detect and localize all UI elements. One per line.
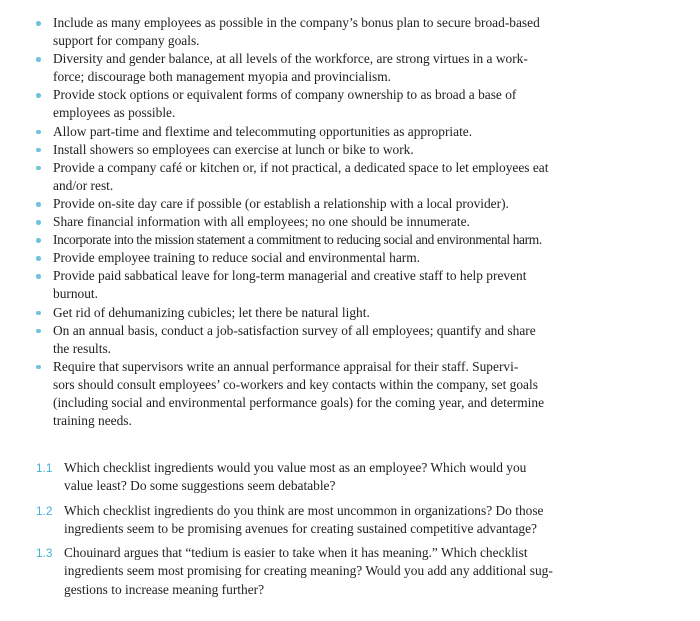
bullet-icon [36,220,41,225]
bullet-icon [36,130,41,135]
line: Which checklist ingredients would you value most as an employee? Which would you [64,460,527,475]
line: Require that supervisors write an annual performance appraisal for their staff. Supervi- [53,358,519,374]
checklist-item [36,123,636,141]
bullet-icon [36,238,41,243]
line: Chouinard argues that “tedium is easier to take when it has meaning.” Which checklist [64,545,528,561]
line: Get rid of dehumanizing cubicles; let there be natural light. [53,304,370,320]
line: Allow part-time and flextime and telecommuting opportunities as appropriate. [53,123,473,139]
bullet-icon [36,329,41,334]
line: and/or rest. [53,177,114,193]
bullet-icon [36,256,41,261]
line: Include as many employees as possible in the company’s bonus plan to secure broad-based [53,15,540,30]
line: Provide a company café or kitchen or, if not practical, a dedicated space to let employees eat [53,159,549,175]
checklist-item [36,141,636,159]
question-number: 1.1 [36,461,53,475]
line: support for company goals. [53,33,200,49]
line: training needs. [53,413,132,429]
question-number: 1.2 [36,503,53,518]
bullet-icon [36,148,41,153]
bullet-icon [36,166,41,171]
line: Which checklist ingredients do you think are most uncommon in organizations? Do those [64,502,544,518]
line: gestions to increase meaning further? [64,581,265,597]
checklist-item [36,358,636,430]
bullet-icon [36,202,41,207]
line: employees as possible. [53,105,176,121]
checklist-item [36,50,636,86]
checklist-item [36,86,636,122]
question [36,502,636,538]
line: Diversity and gender balance, at all levels of the workforce, are strong virtues in a work- [53,51,528,67]
checklist-item [36,267,636,303]
line: Provide paid sabbatical leave for long-term managerial and creative staff to help prevent [53,268,527,284]
bullet-icon [36,365,41,370]
checklist-item [36,249,636,267]
line: ingredients seem most promising for creating meaning? Would you add any additional sug- [64,563,553,579]
line: the results. [53,340,112,356]
checklist-item [36,322,636,358]
bullet-icon [36,93,41,98]
line: Incorporate into the mission statement a commitment to reducing social and environmental harm. [53,232,542,248]
line: Share financial information with all employees; no one should be innumerate. [53,214,470,230]
checklist-item [36,14,636,50]
checklist-item [36,213,636,231]
line: Provide stock options or equivalent forms of company ownership to as broad a base of [53,87,517,103]
line: sors should consult employees’ co-workers and key contacts within the company, set goals [53,376,538,392]
line: ingredients seem to be promising avenues for creating sustained competitive advantage? [64,520,537,536]
bullet-icon [36,274,41,279]
checklist-item [36,195,636,213]
question [36,544,636,598]
bullet-icon [36,311,41,316]
line: burnout. [53,286,99,302]
checklist-item [36,304,636,322]
checklist-item [36,231,636,249]
bullet-icon [36,57,41,62]
question-number: 1.3 [36,546,53,561]
line: Provide on-site day care if possible (or establish a relationship with a local provider). [53,195,509,211]
line: value least? Do some suggestions seem debatable? [64,478,336,494]
line: force; discourage both management myopia and provincialism. [53,69,392,85]
discussion-questions [36,459,636,605]
checklist-item [36,159,636,195]
line: Provide employee training to reduce social and environmental harm. [53,250,421,266]
line: On an annual basis, conduct a job-satisfaction survey of all employees; quantify and share [53,322,536,338]
line: (including social and environmental performance goals) for the coming year, and determine [53,394,545,410]
question [36,459,636,495]
bullet-icon [36,21,41,26]
line: Install showers so employees can exercise at lunch or bike to work. [53,141,414,157]
checklist [36,14,636,430]
